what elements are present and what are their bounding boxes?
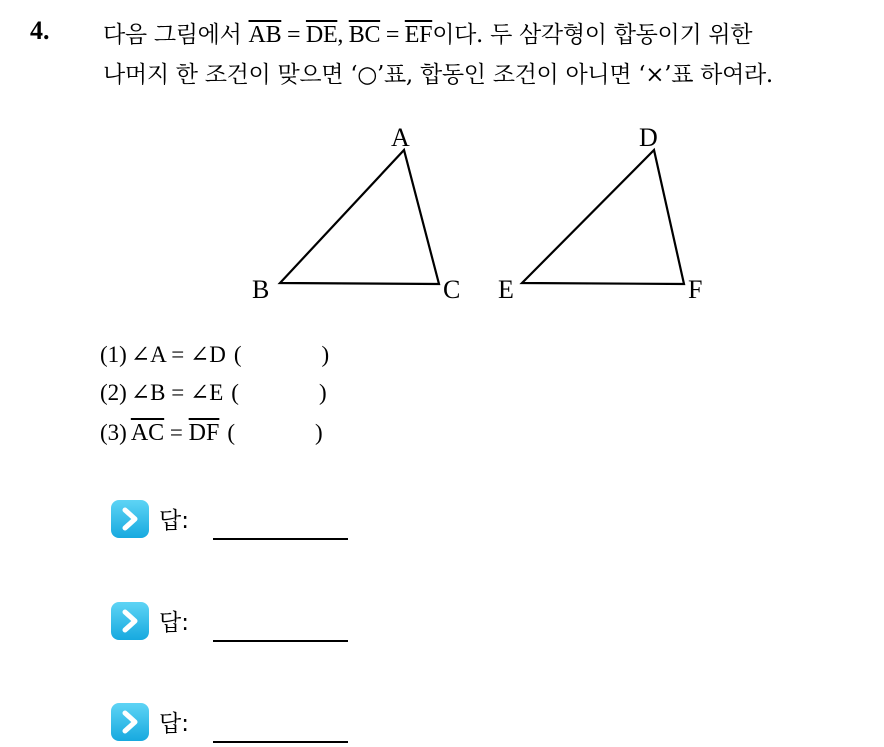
condition-rhs: ∠E [189,380,224,405]
segment-ef: $\overline{EF}$ [404,22,433,48]
question-number: 4. [30,16,50,45]
answer-paren-open: ( [227,420,236,445]
equals-sign: = [164,420,189,445]
condition-number: (3) [100,420,127,445]
question-prefix: 다음 그림에서 [103,22,249,48]
answer-paren-close: ) [315,420,323,445]
equals-sign: = [380,22,405,48]
chevron-right-icon [111,703,149,741]
answer-paren-open: ( [231,380,239,405]
answer-blank-line[interactable] [213,741,348,743]
answer-label: 답: [159,610,189,636]
vertex-label-b: B [252,275,270,304]
answer-paren-close: ) [318,380,327,405]
answer-label: 답: [159,711,189,737]
condition-rhs: $\overline{DF}$ [188,420,220,446]
condition-lhs: ∠A [130,342,166,367]
condition-2 [100,380,327,406]
segment-ab: $\overline{AB}$ [248,22,282,48]
question-suffix: 이다. 두 삼각형이 합동이기 위한 [432,22,753,48]
chevron-right-icon [111,602,149,640]
equals-sign: = [165,380,190,405]
condition-number: (2) [100,380,127,405]
segment-bc: $\overline{BC}$ [348,22,381,48]
comma: , [337,22,349,48]
condition-lhs: ∠B [130,380,166,405]
equals-sign: = [165,342,190,367]
answer-label: 답: [159,508,189,534]
condition-lhs: $\overline{AC}$ [130,420,165,446]
condition-1 [100,342,329,368]
answer-blank-line[interactable] [213,538,348,540]
chevron-right-icon [111,500,149,538]
triangle-abc [280,150,439,284]
vertex-label-d: D [639,123,658,152]
vertex-label-c: C [443,275,461,304]
condition-rhs: ∠D [189,342,226,367]
answer-paren-open: ( [233,342,242,367]
question-text-line-2: 나머지 한 조건이 맞으면 ‘○’표, 합동인 조건이 아니면 ‘×’표 하여라. [103,62,773,88]
triangle-def [522,150,684,284]
condition-3 [100,420,323,447]
vertex-label-f: F [688,275,703,304]
answer-blank-line[interactable] [213,640,348,642]
vertex-label-e: E [498,275,514,304]
condition-number: (1) [100,342,127,367]
answer-paren-close: ) [321,342,330,367]
triangles-figure [0,0,884,340]
segment-de: $\overline{DE}$ [305,22,338,48]
equals-sign: = [281,22,306,48]
vertex-label-a: A [391,123,410,152]
